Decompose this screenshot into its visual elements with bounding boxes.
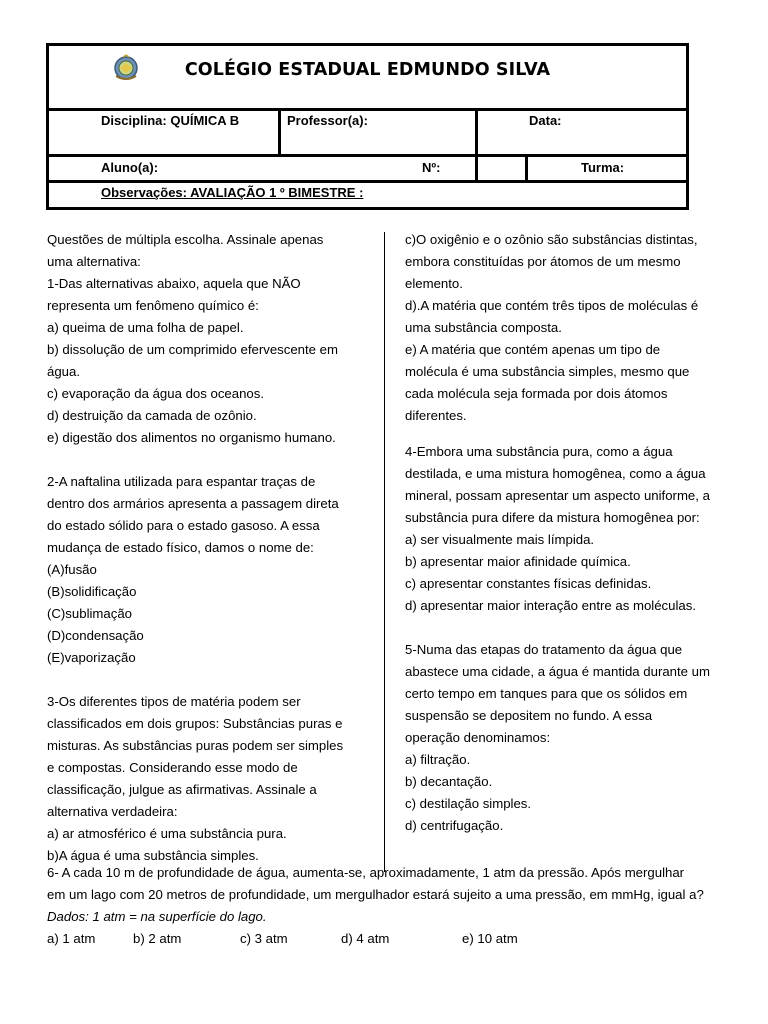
observacoes-label: Observações: AVALIAÇÃO 1 º BIMESTRE : [101,185,364,200]
text-line: destilada, e uma mistura homogênea, como a água [405,466,706,481]
divider [475,108,478,180]
data-label: Data: [529,113,562,128]
option-d: d) 4 atm [341,931,390,946]
text-line: 1-Das alternativas abaixo, aquela que NÃO [47,276,301,291]
spacer [47,449,343,471]
text-line: uma substância composta. [405,320,562,335]
text-line: embora constituídas por átomos de um mesmo [405,254,681,269]
text-line: b)A água é uma substância simples. [47,848,259,863]
text-line: abastece uma cidade, a água é mantida durante um [405,664,710,679]
text-line: 5-Numa das etapas do tratamento da água que [405,642,683,657]
text-line: (D)condensação [47,628,144,643]
text-line: 3-Os diferentes tipos de matéria podem ser [47,694,301,709]
text-line: d) centrifugação. [405,818,504,833]
spacer [47,669,343,691]
text-line: misturas. As substâncias puras podem ser simples [47,738,344,753]
text-line: água. [47,364,81,379]
option-a: a) 1 atm [47,931,96,946]
text-line: diferentes. [405,408,467,423]
text-line: mineral, possam apresentar um aspecto uniforme, a [405,488,710,503]
text-line: d) destruição da camada de ozônio. [47,408,257,423]
text-line: classificação, julgue as afirmativas. Assinale a [47,782,317,797]
question-text: em um lago com 20 metros de profundidade, um mergulhador estará sujeito a uma pressão, em mmHg, igual a? [47,887,704,902]
disciplina-label: Disciplina: QUÍMICA B [101,113,240,128]
answer-options [47,928,747,950]
text-line: elemento. [405,276,463,291]
option-c: c) 3 atm [240,931,288,946]
divider [49,108,686,111]
divider [525,154,528,180]
option-b: b) 2 atm [133,931,182,946]
text-line: operação denominamos: [405,730,551,745]
right-column [405,229,710,837]
text-line: 4-Embora uma substância pura, como a água [405,444,673,459]
numero-label: Nº: [422,160,441,175]
text-line: certo tempo em tanques para que os sólidos em [405,686,688,701]
professor-label: Professor(a): [287,113,368,128]
text-line: uma alternativa: [47,254,141,269]
text-line: (E)vaporização [47,650,136,665]
text-line: alternativa verdadeira: [47,804,178,819]
text-line: b) apresentar maior afinidade química. [405,554,631,569]
text-line: e) digestão dos alimentos no organismo humano. [47,430,336,445]
text-line: a) ser visualmente mais límpida. [405,532,595,547]
text-line: b) decantação. [405,774,493,789]
text-line: representa um fenômeno químico é: [47,298,259,313]
text-line: e compostas. Considerando esse modo de [47,760,298,775]
school-name: COLÉGIO ESTADUAL EDMUNDO SILVA [184,60,551,80]
left-column [47,229,343,867]
column-divider [384,232,385,872]
divider [49,180,686,183]
text-line: b) dissolução de um comprimido efervescente em [47,342,338,357]
text-line: d) apresentar maior interação entre as moléculas. [405,598,697,613]
text-line: c) apresentar constantes físicas definidas. [405,576,652,591]
text-line: cada molécula seja formada por dois átomos [405,386,668,401]
text-line: a) queima de uma folha de papel. [47,320,244,335]
text-line: classificados em dois grupos: Substâncias puras e [47,716,343,731]
question-data-note: Dados: 1 atm = na superfície do lago. [47,909,267,924]
text-line: do estado sólido para o estado gasoso. A essa [47,518,320,533]
turma-label: Turma: [581,160,625,175]
question-text: 6- A cada 10 m de profundidade de água, aumenta-se, aproximadamente, 1 atm da pressão. Após mergulhar [47,865,685,880]
text-line: c) destilação simples. [405,796,532,811]
aluno-label: Aluno(a): [101,160,159,175]
text-line: c)O oxigênio e o ozônio são substâncias distintas, [405,232,698,247]
text-line: 2-A naftalina utilizada para espantar traças de [47,474,316,489]
text-line: (C)sublimação [47,606,133,621]
text-line: suspensão se depositem no fundo. A essa [405,708,653,723]
text-line: (B)solidificação [47,584,137,599]
divider [49,154,686,157]
text-line: d).A matéria que contém três tipos de moléculas é [405,298,699,313]
text-line: e) A matéria que contém apenas um tipo de [405,342,661,357]
text-line: Questões de múltipla escolha. Assinale apenas [47,232,324,247]
divider [278,108,281,154]
exam-header [46,43,689,210]
text-line: dentro dos armários apresenta a passagem direta [47,496,339,511]
text-line: molécula é uma substância simples, mesmo que [405,364,690,379]
spacer [405,427,710,441]
text-line: substância pura difere da mistura homogênea por: [405,510,700,525]
text-line: a) filtração. [405,752,471,767]
question-6 [47,862,747,950]
option-e: e) 10 atm [462,931,518,946]
text-line: (A)fusão [47,562,97,577]
text-line: c) evaporação da água dos oceanos. [47,386,265,401]
text-line: mudança de estado físico, damos o nome de: [47,540,314,555]
spacer [405,617,710,639]
text-line: a) ar atmosférico é uma substância pura. [47,826,287,841]
